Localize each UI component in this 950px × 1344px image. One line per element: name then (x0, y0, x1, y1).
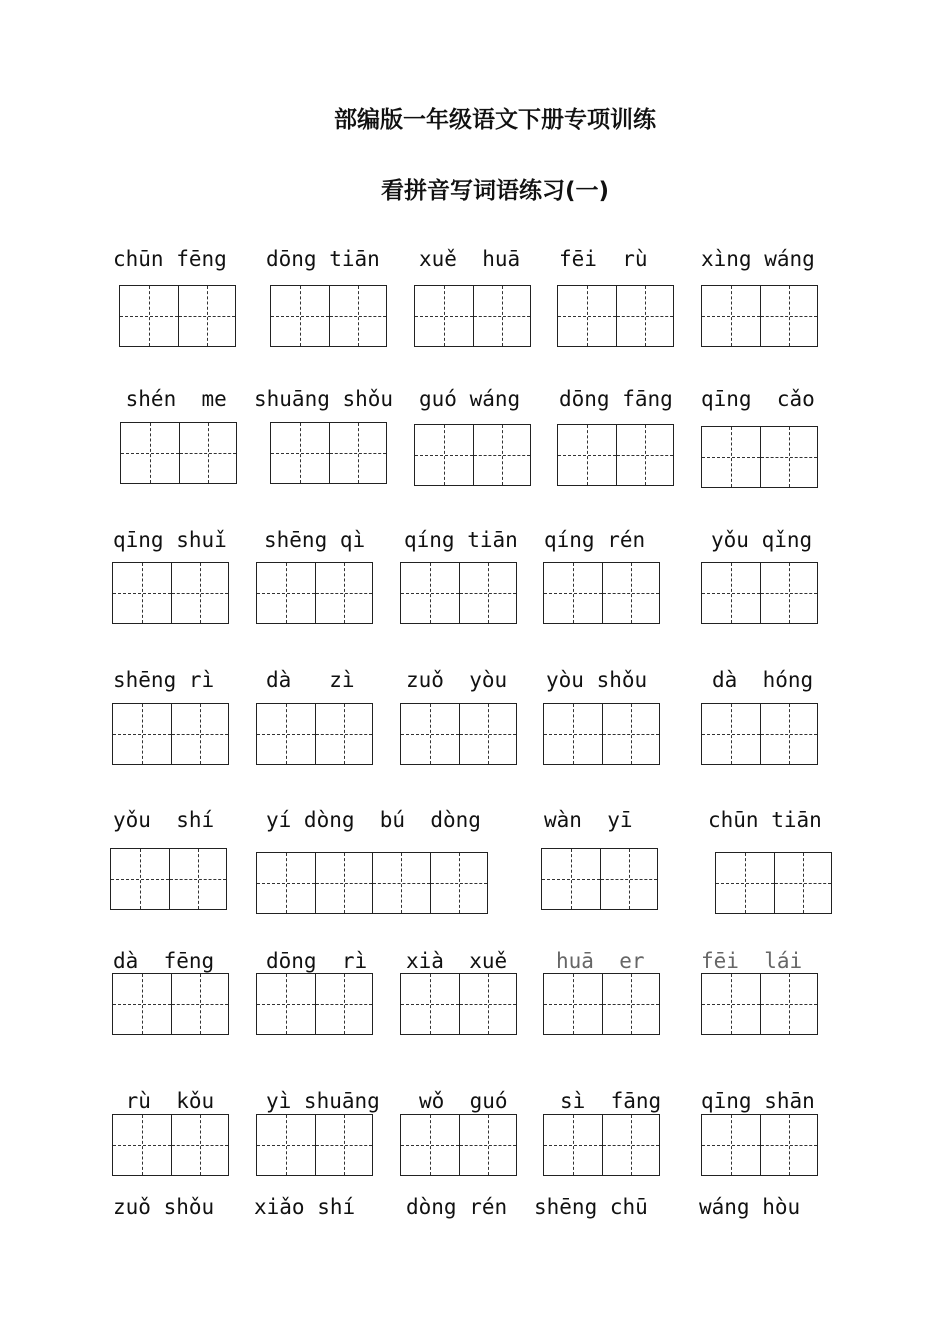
page-title: 部编版一年级语文下册专项训练 (334, 107, 656, 133)
pinyin-label: dōng fāng (559, 387, 673, 411)
writing-grid[interactable] (256, 973, 373, 1035)
writing-grid[interactable] (414, 424, 531, 486)
writing-grid[interactable] (543, 1114, 660, 1176)
writing-grid[interactable] (715, 852, 832, 914)
pinyin-label: xiǎo shí (254, 1195, 356, 1219)
pinyin-label: dà zì (266, 668, 355, 692)
writing-grid[interactable] (701, 426, 818, 488)
writing-grid[interactable] (400, 562, 517, 624)
writing-grid[interactable] (256, 562, 373, 624)
pinyin-label: qīng shān (701, 1089, 815, 1113)
pinyin-label: dōng tiān (266, 247, 380, 271)
pinyin-label: zuǒ shǒu (113, 1195, 215, 1219)
writing-grid[interactable] (110, 848, 227, 910)
writing-grid-four[interactable] (256, 852, 488, 914)
writing-grid[interactable] (701, 703, 818, 765)
writing-grid[interactable] (270, 422, 387, 484)
pinyin-label: dōng rì (266, 949, 368, 973)
pinyin-label: chūn tiān (708, 808, 822, 832)
pinyin-label: shuāng shǒu (254, 387, 394, 411)
pinyin-label: wǒ guó (419, 1089, 508, 1113)
pinyin-label: qīng shuǐ (113, 528, 227, 552)
writing-grid[interactable] (112, 703, 229, 765)
writing-grid[interactable] (543, 562, 660, 624)
pinyin-label: xìng wáng (701, 247, 815, 271)
writing-grid[interactable] (400, 973, 517, 1035)
pinyin-label: yì shuāng (266, 1089, 380, 1113)
writing-grid[interactable] (701, 285, 818, 347)
writing-grid[interactable] (543, 973, 660, 1035)
pinyin-label: yǒu qǐng (711, 528, 813, 552)
pinyin-label: qīng cǎo (701, 387, 815, 411)
writing-grid[interactable] (541, 848, 658, 910)
pinyin-label: guó wáng (419, 387, 521, 411)
pinyin-label: chūn fēng (113, 247, 227, 271)
pinyin-label: xuě huā (419, 247, 521, 271)
writing-grid[interactable] (270, 285, 387, 347)
writing-grid[interactable] (543, 703, 660, 765)
writing-grid[interactable] (256, 1114, 373, 1176)
writing-grid[interactable] (120, 422, 237, 484)
pinyin-label: dà fēng (113, 949, 215, 973)
exercise-subtitle: 看拼音写词语练习(一) (380, 178, 610, 204)
pinyin-label: fēi rù (559, 247, 648, 271)
pinyin-label: wáng hòu (699, 1195, 801, 1219)
pinyin-label: dà hóng (712, 668, 814, 692)
pinyin-label: fēi lái (701, 949, 803, 973)
pinyin-label: shēng rì (113, 668, 215, 692)
pinyin-label: xià xuě (406, 949, 508, 973)
writing-grid[interactable] (400, 703, 517, 765)
pinyin-label: dòng rén (406, 1195, 508, 1219)
writing-grid[interactable] (701, 562, 818, 624)
writing-grid[interactable] (112, 562, 229, 624)
pinyin-label: zuǒ yòu (406, 668, 508, 692)
writing-grid[interactable] (701, 973, 818, 1035)
pinyin-label: sì fāng (560, 1089, 662, 1113)
writing-grid[interactable] (112, 1114, 229, 1176)
writing-grid[interactable] (701, 1114, 818, 1176)
pinyin-label: yòu shǒu (546, 668, 648, 692)
pinyin-label: qíng rén (544, 528, 646, 552)
writing-grid[interactable] (557, 285, 674, 347)
writing-grid[interactable] (400, 1114, 517, 1176)
pinyin-label: rù kǒu (113, 1089, 215, 1113)
pinyin-label: yí dòng bú dòng (266, 808, 481, 832)
pinyin-label: shēng qì (264, 528, 366, 552)
writing-grid[interactable] (256, 703, 373, 765)
writing-grid[interactable] (414, 285, 531, 347)
writing-grid[interactable] (119, 285, 236, 347)
pinyin-label: qíng tiān (404, 528, 518, 552)
pinyin-label: yǒu shí (113, 808, 215, 832)
pinyin-label: wàn yī (544, 808, 633, 832)
pinyin-label: huā er (556, 949, 645, 973)
pinyin-label: shēng chū (534, 1195, 648, 1219)
writing-grid[interactable] (112, 973, 229, 1035)
pinyin-label: shén me (113, 387, 227, 411)
writing-grid[interactable] (557, 424, 674, 486)
